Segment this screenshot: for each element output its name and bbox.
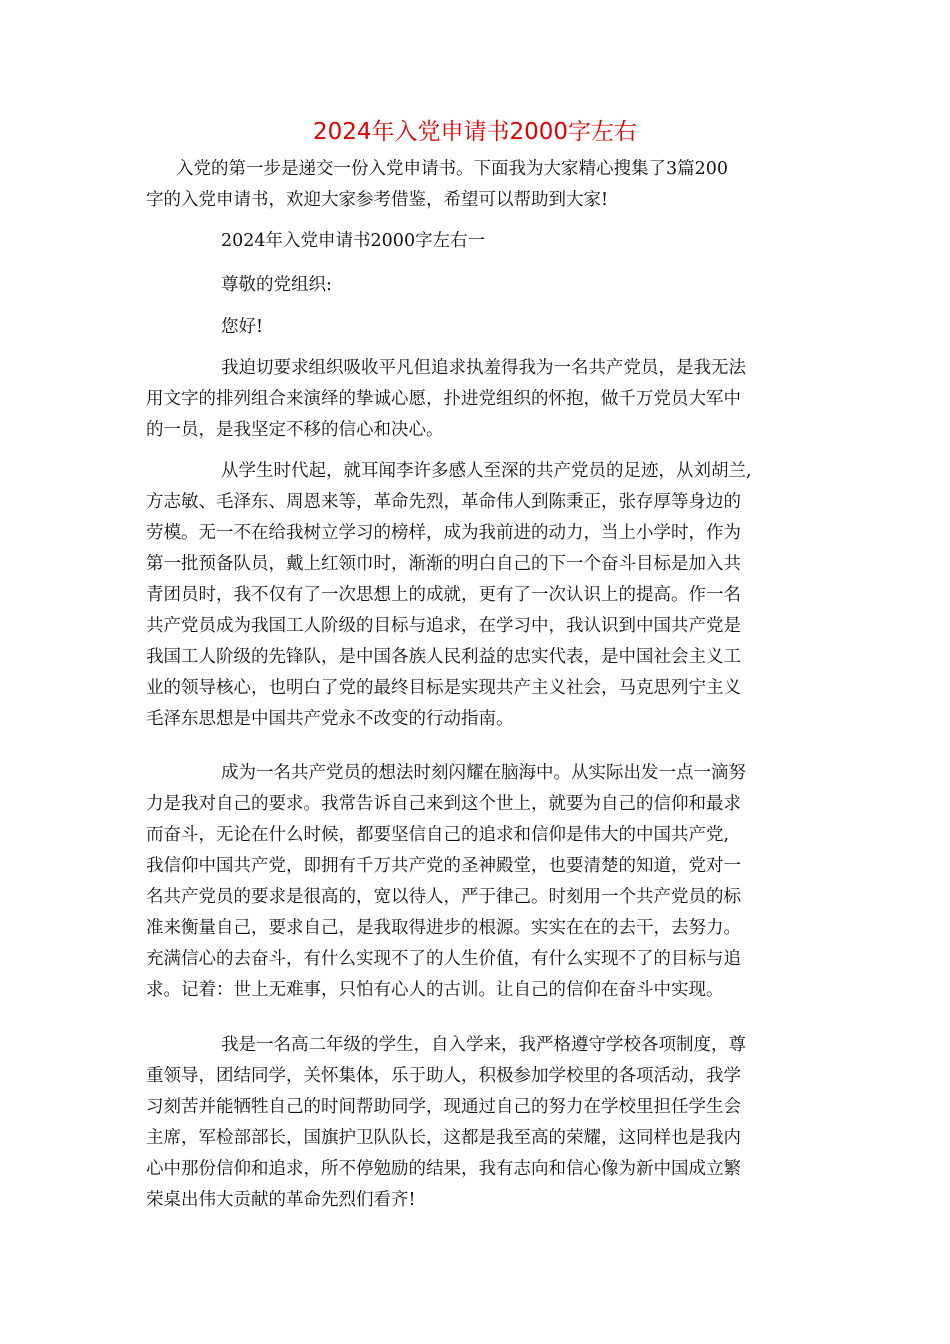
document-title: 2024年入党申请书2000字左右 — [312, 119, 638, 145]
paragraph-line: 共产党员成为我国工人阶级的目标与追求，在学习中，我认识到中国共产党是 — [146, 616, 741, 636]
paragraph-line: 习刻苦并能牺牲自己的时间帮助同学，现通过自己的努力在学校里担任学生会 — [146, 1097, 741, 1117]
paragraph-line: 用文字的排列组合来演绎的挚诚心愿，扑进党组织的怀抱，做千万党员大军中 — [146, 389, 741, 409]
paragraph-line: 准来衡量自己，要求自己，是我取得进步的根源。实实在在的去干，去努力。 — [146, 918, 741, 938]
paragraph-line: 而奋斗，无论在什么时候，都要坚信自己的追求和信仰是伟大的中国共产党, — [146, 825, 730, 845]
paragraph-line: 从学生时代起，就耳闻李许多感人至深的共产党员的足迹，从刘胡兰, — [221, 461, 752, 481]
paragraph-3 — [146, 758, 808, 1006]
paragraph-line: 青团员时，我不仅有了一次思想上的成就，更有了一次认识上的提高。作一名 — [146, 585, 741, 605]
intro-line: 字的入党申请书，欢迎大家参考借鉴，希望可以帮助到大家! — [146, 190, 609, 210]
intro-paragraph — [146, 154, 808, 216]
paragraph-line: 我信仰中国共产党，即拥有千万共产党的圣神殿堂，也要清楚的知道，党对一 — [146, 856, 741, 876]
paragraph-4 — [146, 1030, 808, 1216]
paragraph-line: 荣桌出伟大贡献的革命先烈们看齐! — [146, 1190, 416, 1210]
paragraph-line: 求。记着：世上无难事，只怕有心人的古训。让自己的信仰在奋斗中实现。 — [146, 980, 724, 1000]
paragraph-line: 成为一名共产党员的想法时刻闪耀在脑海中。从实际出发一点一滴努 — [221, 763, 746, 783]
paragraph-line: 心中那份信仰和追求，所不停勉励的结果，我有志向和信心像为新中国成立繁 — [146, 1159, 741, 1179]
paragraph-line: 我迫切要求组织吸收平凡但追求执羞得我为一名共产党员，是我无法 — [221, 358, 746, 378]
paragraph-line: 毛泽东思想是中国共产党永不改变的行动指南。 — [146, 709, 514, 729]
intro-line: 入党的第一步是递交一份入党申请书。下面我为大家精心搜集了3篇200 — [176, 159, 729, 179]
salutation: 尊敬的党组织: — [221, 275, 332, 295]
paragraph-line: 名共产党员的要求是很高的，宽以待人，严于律己。时刻用一个共产党员的标 — [146, 887, 741, 907]
paragraph-line: 方志敏、毛泽东、周恩来等，革命先烈，革命伟人到陈秉正，张存厚等身边的 — [146, 492, 741, 512]
paragraph-line: 我国工人阶级的先锋队，是中国各族人民利益的忠实代表，是中国社会主义工 — [146, 647, 741, 667]
paragraph-line: 主席，军检部部长，国旗护卫队队长，这都是我至高的荣耀，这同样也是我内 — [146, 1128, 741, 1148]
paragraph-line: 业的领导核心，也明白了党的最终目标是实现共产主义社会，马克思列宁主义 — [146, 678, 741, 698]
paragraph-1 — [146, 353, 808, 446]
paragraph-line: 充满信心的去奋斗，有什么实现不了的人生价值，有什么实现不了的目标与追 — [146, 949, 741, 969]
paragraph-line: 劳模。无一不在给我树立学习的榜样，成为我前进的动力，当上小学时，作为 — [146, 523, 741, 543]
paragraph-2 — [146, 456, 808, 735]
section-heading: 2024年入党申请书2000字左右一 — [221, 231, 486, 251]
paragraph-line: 的一员，是我坚定不移的信心和决心。 — [146, 420, 444, 440]
paragraph-line: 力是我对自己的要求。我常告诉自己来到这个世上，就要为自己的信仰和最求 — [146, 794, 741, 814]
paragraph-line: 重领导，团结同学，关怀集体，乐于助人，积极参加学校里的各项活动，我学 — [146, 1066, 741, 1086]
greeting: 您好! — [221, 317, 264, 337]
paragraph-line: 我是一名高二年级的学生，自入学来，我严格遵守学校各项制度，尊 — [221, 1035, 746, 1055]
paragraph-line: 第一批预备队员，戴上红领巾时，渐渐的明白自己的下一个奋斗目标是加入共 — [146, 554, 741, 574]
